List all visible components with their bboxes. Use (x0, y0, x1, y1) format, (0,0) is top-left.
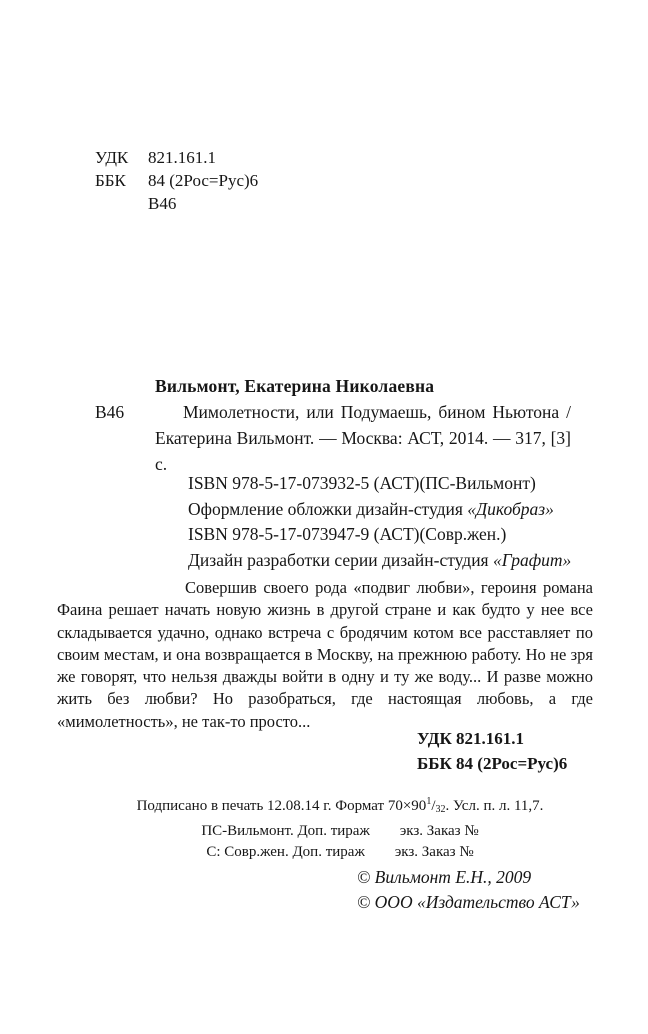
bibliographic-description: Мимолетности, или Подумаешь, бином Ньютона / Екатерина Вильмонт. — Москва: АСТ, 2014. — 317, [3] с. (155, 402, 571, 474)
print-line-1-text: Подписано в печать 12.08.14 г. Формат 70×90 (136, 798, 427, 814)
catalog-card (95, 373, 571, 477)
format-fraction-numerator: 1 (426, 796, 432, 807)
footer-udk: УДК 821.161.1 (417, 729, 525, 748)
print-line-3 (40, 842, 640, 864)
print-line-2 (40, 821, 640, 843)
cover-design-studio: «Дикобраз» (467, 498, 554, 519)
bbk-value: 84 (2Рос=Рус)6 (148, 171, 259, 190)
author-sign-spacer (95, 192, 148, 215)
print-line-1-tail: . Усл. п. л. 11,7. (445, 798, 544, 814)
footer-bbk: ББК 84 (2Рос=Рус)6 (417, 753, 568, 773)
udk-row (95, 146, 258, 169)
author-sign: В46 (148, 194, 177, 213)
annotation-paragraph: Совершив своего рода «подвиг любви», героиня романа Фаина решает начать новую жизнь в другой стране и как будто у нее все складывается удачно, однако встреча с бродячим котом все расставляет по своим местам, и она возвращается в Москву, на прежнюю работу. Но не зря же говорят, что нельзя дважды войти в одну и ту же воду... И разве можно жить без любви? Но разобраться, где настоящая любовь, а где «мимолетность», не так-то просто... (57, 578, 593, 731)
classification-block (95, 146, 258, 215)
bbk-row (95, 169, 258, 192)
card-body (95, 399, 571, 477)
copyright-publisher: © ООО «Издательство АСТ» (357, 891, 580, 912)
print-line-2-left: ПС-Вильмонт. Доп. тираж (201, 822, 370, 839)
print-info-block (40, 791, 640, 864)
udk-label: УДК (95, 148, 129, 167)
copyright-block (357, 865, 580, 914)
isbn-block (188, 471, 571, 573)
isbn-line-1: ISBN 978-5-17-073932-5 (АСТ)(ПС-Вильмонт) (188, 473, 536, 493)
series-design-text: Дизайн разработки серии дизайн-студия (188, 549, 493, 570)
series-design-line (188, 548, 571, 574)
udk-value: 821.161.1 (148, 148, 216, 167)
print-line-1 (40, 791, 640, 821)
author-sign-row (95, 192, 258, 215)
copyright-author: © Вильмонт Е.Н., 2009 (357, 867, 532, 887)
author-heading: Вильмонт, Екатерина Николаевна (155, 376, 435, 396)
format-fraction-slash: / (431, 798, 436, 814)
format-fraction-denominator: 32 (435, 804, 446, 815)
cover-design-line (188, 497, 571, 523)
card-author-sign: В46 (95, 402, 125, 422)
print-line-3-right: экз. Заказ № (394, 844, 474, 860)
cover-design-text: Оформление обложки дизайн-студия (188, 498, 468, 519)
isbn-line-2: ISBN 978-5-17-073947-9 (АСТ)(Совр.жен.) (188, 524, 507, 544)
bbk-label: ББК (95, 171, 126, 190)
print-line-2-right: экз. Заказ № (399, 822, 479, 839)
series-design-studio: «Графит» (493, 549, 572, 570)
print-line-3-left: С: Совр.жен. Доп. тираж (206, 844, 365, 860)
footer-codes-block (417, 727, 567, 776)
